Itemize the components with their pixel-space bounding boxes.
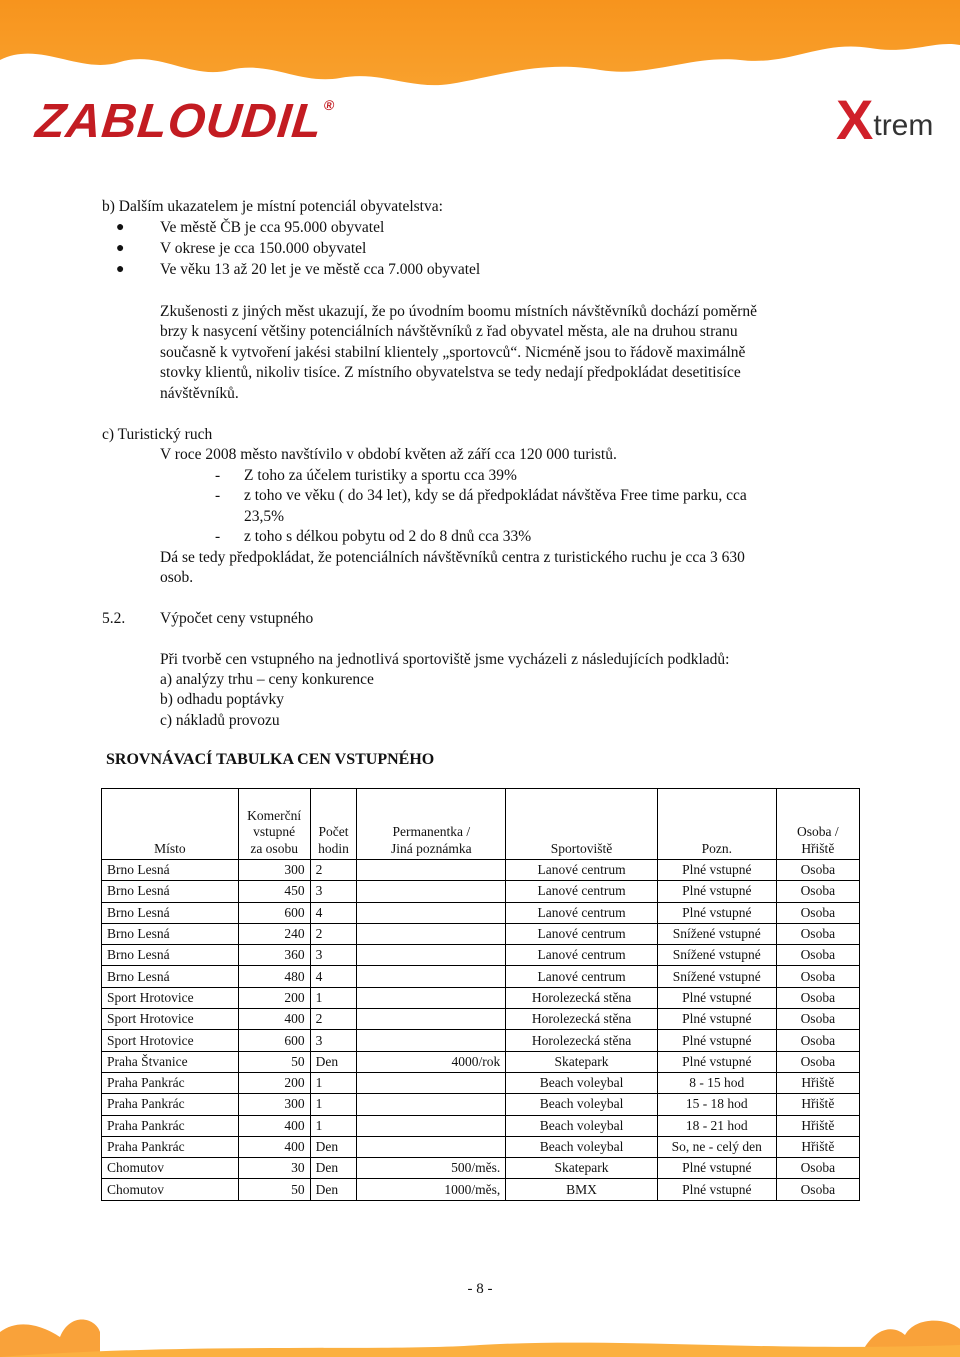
table-body <box>102 860 860 1201</box>
cell-sportoviste: Beach voleybal <box>506 1136 658 1157</box>
cell-pozn: 18 - 21 hod <box>657 1115 776 1136</box>
cell-misto: Chomutov <box>102 1179 239 1200</box>
cell-permanentka: 1000/měs, <box>357 1179 506 1200</box>
cell-permanentka <box>357 881 506 902</box>
cell-vstupne: 360 <box>238 945 310 966</box>
cell-permanentka <box>357 987 506 1008</box>
cell-osoba-hriste: Osoba <box>776 923 859 944</box>
dash-item: z toho ve věku ( do 34 let), kdy se dá předpokládat návštěva Free time parku, cca <box>244 487 747 504</box>
col-header-permanentka: Permanentka / Jiná poznámka <box>357 789 506 860</box>
cell-vstupne: 300 <box>238 860 310 881</box>
dash-icon: - <box>215 487 221 504</box>
table-row <box>102 923 860 944</box>
table-row <box>102 1136 860 1157</box>
cell-misto: Praha Pankrác <box>102 1115 239 1136</box>
cell-permanentka <box>357 860 506 881</box>
cell-sportoviste: Lanové centrum <box>506 945 658 966</box>
cell-pozn: Plné vstupné <box>657 1179 776 1200</box>
cell-pozn: Snížené vstupné <box>657 923 776 944</box>
cell-osoba-hriste: Osoba <box>776 945 859 966</box>
cell-pozn: Plné vstupné <box>657 1009 776 1030</box>
table-row <box>102 1072 860 1093</box>
cell-permanentka: 500/měs. <box>357 1158 506 1179</box>
cell-hodin: 3 <box>310 1030 357 1051</box>
cell-hodin: 1 <box>310 1094 357 1115</box>
cell-sportoviste: Horolezecká stěna <box>506 987 658 1008</box>
col-header-sportoviste: Sportoviště <box>506 789 658 860</box>
col-header-pocet-hodin: Počet hodin <box>310 789 357 860</box>
cell-permanentka <box>357 902 506 923</box>
dash-item: Z toho za účelem turistiky a sportu cca 39% <box>244 467 517 484</box>
table-row <box>102 1179 860 1200</box>
cell-osoba-hriste: Osoba <box>776 1179 859 1200</box>
list-item: a) analýzy trhu – ceny konkurence <box>160 671 374 688</box>
cell-hodin: Den <box>310 1158 357 1179</box>
table-row <box>102 945 860 966</box>
cell-permanentka <box>357 1009 506 1030</box>
cell-misto: Praha Pankrác <box>102 1072 239 1093</box>
cell-hodin: 3 <box>310 945 357 966</box>
price-comparison-table <box>101 788 860 1201</box>
table-row <box>102 1158 860 1179</box>
cell-misto: Brno Lesná <box>102 923 239 944</box>
cell-osoba-hriste: Osoba <box>776 1158 859 1179</box>
col-header-misto: Místo <box>102 789 239 860</box>
cell-pozn: Plné vstupné <box>657 1051 776 1072</box>
zabloudil-logo: ZABLOUDIL® <box>33 95 337 148</box>
col-header-vstupne: Komerční vstupné za osobu <box>238 789 310 860</box>
table-row <box>102 1009 860 1030</box>
conclusion-line: osob. <box>160 569 194 586</box>
cell-misto: Praha Pankrác <box>102 1094 239 1115</box>
cell-sportoviste: Beach voleybal <box>506 1072 658 1093</box>
table-row <box>102 860 860 881</box>
cell-permanentka <box>357 1030 506 1051</box>
cell-misto: Sport Hrotovice <box>102 1009 239 1030</box>
cell-osoba-hriste: Osoba <box>776 966 859 987</box>
table-header-row <box>102 789 860 860</box>
cell-hodin: 1 <box>310 1115 357 1136</box>
xtrem-logo: Xtrem <box>836 88 934 151</box>
cell-pozn: So, ne - celý den <box>657 1136 776 1157</box>
cell-vstupne: 300 <box>238 1094 310 1115</box>
cell-pozn: 15 - 18 hod <box>657 1094 776 1115</box>
cell-vstupne: 200 <box>238 987 310 1008</box>
table-row <box>102 1030 860 1051</box>
cell-sportoviste: BMX <box>506 1179 658 1200</box>
bullet-icon: ● <box>116 220 125 235</box>
cell-hodin: 4 <box>310 966 357 987</box>
cell-permanentka <box>357 1072 506 1093</box>
cell-sportoviste: Lanové centrum <box>506 881 658 902</box>
cell-sportoviste: Skatepark <box>506 1051 658 1072</box>
paragraph-line: současně k vytvoření jakési stabilní klientely „sportovců“. Nicméně jsou to řádově maximálně <box>160 344 746 361</box>
table-row <box>102 881 860 902</box>
paragraph-line: stovky klientů, nikoliv tisíce. Z místního obyvatelstva se tedy nedají předpokládat desetitisíce <box>160 364 741 381</box>
bullet-icon: ● <box>116 262 125 277</box>
cell-osoba-hriste: Osoba <box>776 1009 859 1030</box>
page-number: - 8 - <box>467 1281 493 1297</box>
section-number: 5.2. <box>102 610 126 627</box>
cell-misto: Brno Lesná <box>102 902 239 923</box>
table-row <box>102 1051 860 1072</box>
table-row <box>102 987 860 1008</box>
cell-osoba-hriste: Hřiště <box>776 1136 859 1157</box>
section-c-title: c) Turistický ruch <box>102 426 213 443</box>
cell-sportoviste: Horolezecká stěna <box>506 1009 658 1030</box>
cell-pozn: Plné vstupné <box>657 860 776 881</box>
col-header-osoba-hriste: Osoba / Hřiště <box>776 789 859 860</box>
cell-sportoviste: Beach voleybal <box>506 1115 658 1136</box>
cell-vstupne: 50 <box>238 1179 310 1200</box>
cell-misto: Chomutov <box>102 1158 239 1179</box>
col-header-pozn: Pozn. <box>657 789 776 860</box>
cell-pozn: Snížené vstupné <box>657 966 776 987</box>
cell-hodin: 3 <box>310 881 357 902</box>
cell-osoba-hriste: Osoba <box>776 1051 859 1072</box>
dash-icon: - <box>215 528 221 545</box>
cell-osoba-hriste: Hřiště <box>776 1072 859 1093</box>
cell-vstupne: 200 <box>238 1072 310 1093</box>
dash-item: z toho s délkou pobytu od 2 do 8 dnů cca 33% <box>244 528 532 545</box>
cell-misto: Brno Lesná <box>102 881 239 902</box>
cell-sportoviste: Lanové centrum <box>506 923 658 944</box>
cell-vstupne: 50 <box>238 1051 310 1072</box>
cell-misto: Sport Hrotovice <box>102 1030 239 1051</box>
paragraph-line: Zkušenosti z jiných měst ukazují, že po úvodním boomu místních návštěvníků dochází poměrně <box>160 303 758 320</box>
cell-sportoviste: Skatepark <box>506 1158 658 1179</box>
cell-osoba-hriste: Hřiště <box>776 1115 859 1136</box>
cell-pozn: Plné vstupné <box>657 1158 776 1179</box>
cell-osoba-hriste: Hřiště <box>776 1094 859 1115</box>
section-c-line: V roce 2008 město navštívilo v období květen až září cca 120 000 turistů. <box>160 446 617 463</box>
bullet-item: Ve věku 13 až 20 let je ve městě cca 7.000 obyvatel <box>160 261 481 278</box>
list-item: b) odhadu poptávky <box>160 691 284 708</box>
cell-pozn: 8 - 15 hod <box>657 1072 776 1093</box>
cell-vstupne: 400 <box>238 1136 310 1157</box>
cell-permanentka <box>357 1094 506 1115</box>
section-intro: Při tvorbě cen vstupného na jednotlivá sportoviště jsme vycházeli z následujících podkladů: <box>160 651 730 668</box>
cell-vstupne: 400 <box>238 1115 310 1136</box>
cell-osoba-hriste: Osoba <box>776 860 859 881</box>
cell-hodin: 2 <box>310 860 357 881</box>
dash-icon: - <box>215 467 221 484</box>
cell-sportoviste: Beach voleybal <box>506 1094 658 1115</box>
cell-hodin: 2 <box>310 1009 357 1030</box>
cell-misto: Praha Pankrác <box>102 1136 239 1157</box>
cell-osoba-hriste: Osoba <box>776 1030 859 1051</box>
cell-hodin: 2 <box>310 923 357 944</box>
cell-hodin: 4 <box>310 902 357 923</box>
cell-hodin: Den <box>310 1136 357 1157</box>
cell-misto: Brno Lesná <box>102 966 239 987</box>
cell-vstupne: 400 <box>238 1009 310 1030</box>
cell-osoba-hriste: Osoba <box>776 987 859 1008</box>
cell-misto: Brno Lesná <box>102 860 239 881</box>
cell-pozn: Plné vstupné <box>657 881 776 902</box>
cell-misto: Sport Hrotovice <box>102 987 239 1008</box>
bullet-item: V okrese je cca 150.000 obyvatel <box>160 240 367 257</box>
cell-osoba-hriste: Osoba <box>776 902 859 923</box>
cell-permanentka <box>357 945 506 966</box>
paragraph-line: návštěvníků. <box>160 385 239 402</box>
cell-hodin: Den <box>310 1179 357 1200</box>
table-row <box>102 966 860 987</box>
table-row <box>102 1115 860 1136</box>
cell-sportoviste: Lanové centrum <box>506 860 658 881</box>
table-row <box>102 1094 860 1115</box>
cell-sportoviste: Horolezecká stěna <box>506 1030 658 1051</box>
cell-hodin: Den <box>310 1051 357 1072</box>
cell-misto: Praha Štvanice <box>102 1051 239 1072</box>
section-title: Výpočet ceny vstupného <box>160 610 314 627</box>
cell-pozn: Snížené vstupné <box>657 945 776 966</box>
bullet-icon: ● <box>116 241 125 256</box>
cell-sportoviste: Lanové centrum <box>506 902 658 923</box>
cell-permanentka <box>357 923 506 944</box>
cell-vstupne: 480 <box>238 966 310 987</box>
cell-vstupne: 600 <box>238 1030 310 1051</box>
conclusion-line: Dá se tedy předpokládat, že potenciálních návštěvníků centra z turistického ruchu je cca 3 630 <box>160 549 745 566</box>
cell-vstupne: 240 <box>238 923 310 944</box>
cell-misto: Brno Lesná <box>102 945 239 966</box>
cell-permanentka <box>357 1115 506 1136</box>
bullet-item: Ve městě ČB je cca 95.000 obyvatel <box>160 219 385 236</box>
cell-hodin: 1 <box>310 987 357 1008</box>
table-heading: SROVNÁVACÍ TABULKA CEN VSTUPNÉHO <box>106 751 435 768</box>
cell-vstupne: 600 <box>238 902 310 923</box>
cell-vstupne: 30 <box>238 1158 310 1179</box>
cell-pozn: Plné vstupné <box>657 1030 776 1051</box>
paragraph-line: brzy k nasycení většiny potenciálních návštěvníků z řad obyvatel města, ale na druhou stranu <box>160 323 738 340</box>
cell-permanentka: 4000/rok <box>357 1051 506 1072</box>
cell-vstupne: 450 <box>238 881 310 902</box>
cell-pozn: Plné vstupné <box>657 987 776 1008</box>
cell-pozn: Plné vstupné <box>657 902 776 923</box>
cell-permanentka <box>357 1136 506 1157</box>
cell-permanentka <box>357 966 506 987</box>
list-item: c) nákladů provozu <box>160 712 280 729</box>
cell-hodin: 1 <box>310 1072 357 1093</box>
section-b-intro: b) Dalším ukazatelem je místní potenciál obyvatelstva: <box>102 198 443 215</box>
dash-item-continued: 23,5% <box>244 508 285 525</box>
cell-sportoviste: Lanové centrum <box>506 966 658 987</box>
table-row <box>102 902 860 923</box>
cell-osoba-hriste: Osoba <box>776 881 859 902</box>
